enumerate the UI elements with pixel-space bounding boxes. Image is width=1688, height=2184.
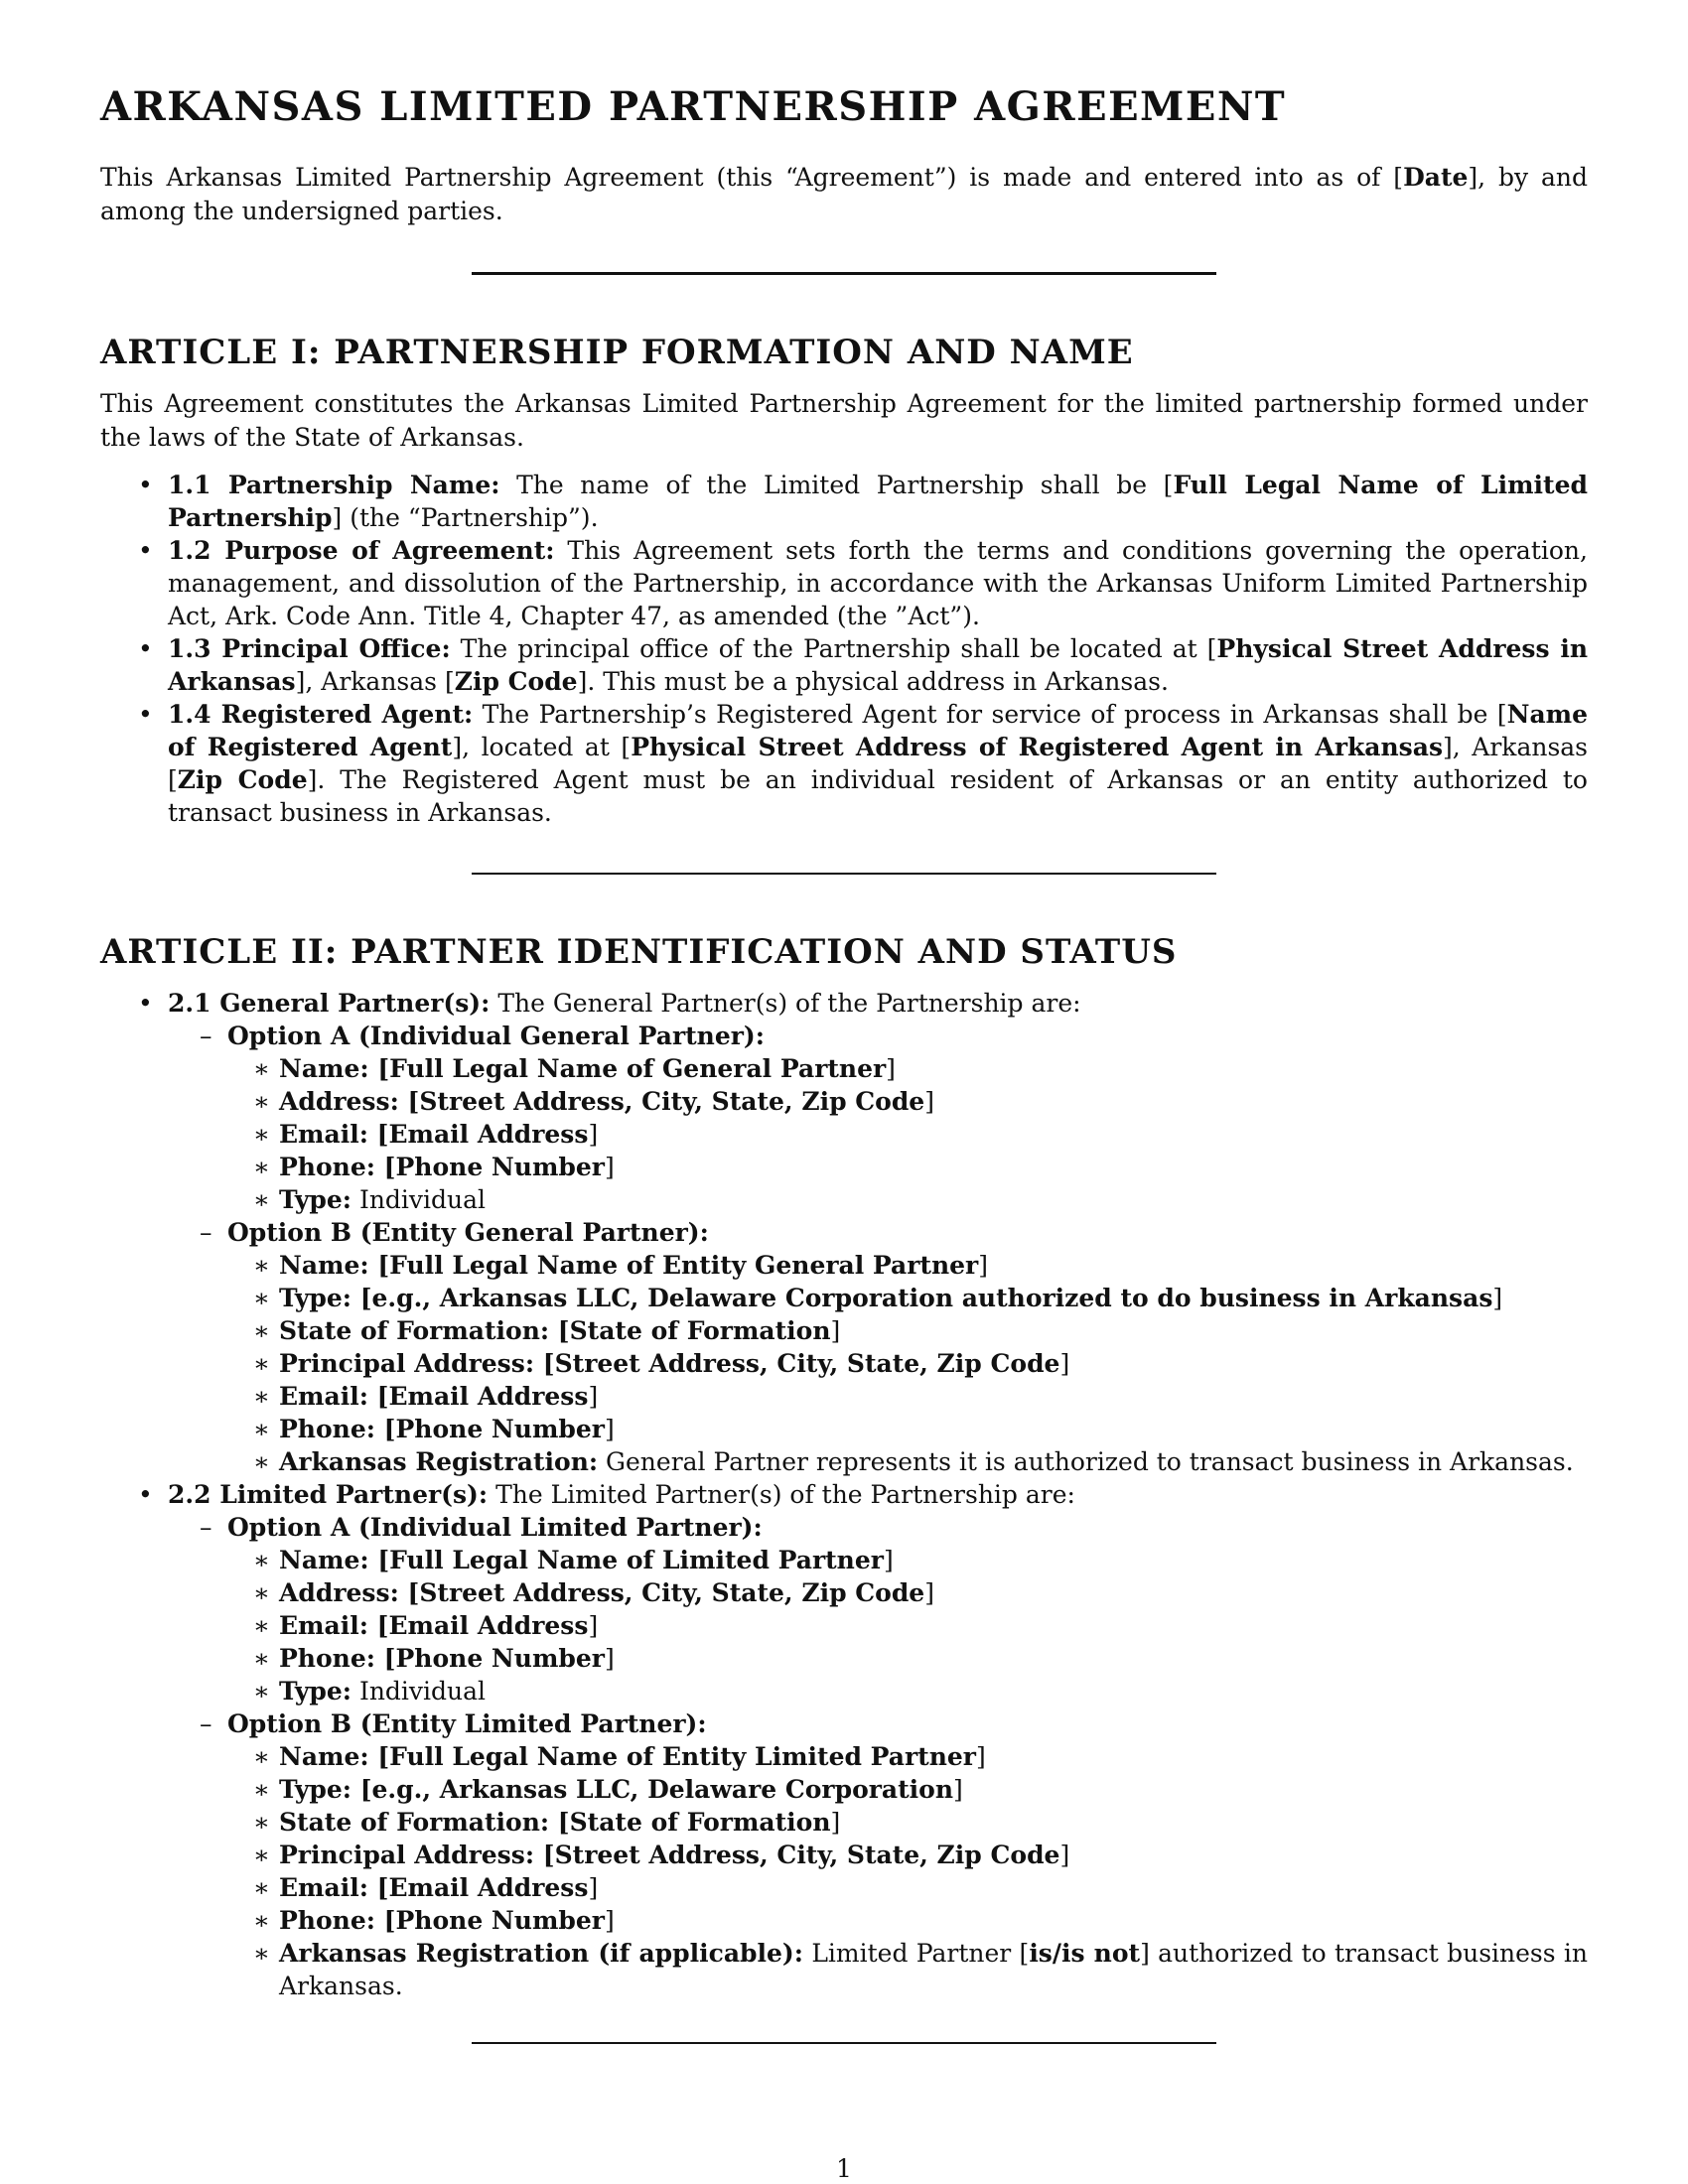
field-arkansas-registration: ∗ Arkansas Registration (if applicable): Limited Partner [is/is not] authorized to transact business in Arkansas. <box>227 1937 1588 2002</box>
section-divider <box>472 2042 1216 2044</box>
document-title: ARKANSAS LIMITED PARTNERSHIP AGREEMENT <box>100 83 1287 130</box>
general-option-b: – Option B (Entity General Partner): ∗ Name: [Full Legal Name of Entity General Partner] ∗ Type: [e.g., Arkansas LLC, Delaware Corporation authorized to do business in Arkansas] ∗ State of Formation: [State of Formation] ∗ Principal Address: [Street Address, City, State, Zip Code] ∗ Email: [Email Address] ∗ Phone: [Phone Number] ∗ Arkansas Registration: General Partner represents it is authorized to transact business in Arkansas. <box>168 1216 1588 1478</box>
general-option-b-fields <box>227 1249 1588 1478</box>
general-partner-options <box>168 1020 1588 1478</box>
field-name: ∗ Name: [Full Legal Name of Entity General Partner] <box>227 1249 1588 1282</box>
list-item-general-partners: • 2.1 General Partner(s): The General Partner(s) of the Partnership are: – Option A (Individual General Partner): ∗ Name: [Full Legal Name of General Partner] ∗ Address: [Street Address, City, State, Zip Code] ∗ Email: [Email Address] ∗ Phone: [Phone Number] ∗ Type: Individual – Option B (Entity General Partner): ∗ Name: [Full Legal Name of Entity General Partner] ∗ Type: [e.g., Arkansas LLC, Delaware Corporation authorized to do business in Arkansas] ∗ State of Formation: [State of Formation] ∗ Principal Address: [Street Address, City, State, Zip Code] ∗ Email: [Email Address] ∗ Phone: [Phone Number] ∗ Arkansas Registration: General Partner represents it is authorized to transact business in Arkansas. <box>100 987 1588 1478</box>
intro-paragraph: This Arkansas Limited Partnership Agreement (this “Agreement”) is made and entered into as of [Date], by and among the undersigned parties. <box>100 163 1588 225</box>
limited-partner-options <box>168 1511 1588 2002</box>
date-placeholder: Date <box>1403 163 1469 192</box>
article-2-heading: ARTICLE II: PARTNER IDENTIFICATION AND STATUS <box>100 931 1178 972</box>
field-type: ∗ Type: Individual <box>227 1675 1588 1707</box>
field-name: ∗ Name: [Full Legal Name of General Partner] <box>227 1052 1588 1085</box>
general-option-a-fields <box>227 1052 1588 1216</box>
article-1-heading: ARTICLE I: PARTNERSHIP FORMATION AND NAME <box>100 333 1134 372</box>
field-principal-address: ∗ Principal Address: [Street Address, City, State, Zip Code] <box>227 1347 1588 1380</box>
field-type: ∗ Type: Individual <box>227 1183 1588 1216</box>
limited-option-a: – Option A (Individual Limited Partner): ∗ Name: [Full Legal Name of Limited Partner] ∗ Address: [Street Address, City, State, Zip Code] ∗ Email: [Email Address] ∗ Phone: [Phone Number] ∗ Type: Individual <box>168 1511 1588 1707</box>
list-item-limited-partners: • 2.2 Limited Partner(s): The Limited Partner(s) of the Partnership are: – Option A (Individual Limited Partner): ∗ Name: [Full Legal Name of Limited Partner] ∗ Address: [Street Address, City, State, Zip Code] ∗ Email: [Email Address] ∗ Phone: [Phone Number] ∗ Type: Individual – Option B (Entity Limited Partner): ∗ Name: [Full Legal Name of Entity Limited Partner] ∗ Type: [e.g., Arkansas LLC, Delaware Corporation] ∗ State of Formation: [State of Formation] ∗ Principal Address: [Street Address, City, State, Zip Code] ∗ Email: [Email Address] ∗ Phone: [Phone Number] ∗ Arkansas Registration (if applicable): Limited Partner [is/is not] authorized to transact business in Arkansas. <box>100 1478 1588 2002</box>
field-email: ∗ Email: [Email Address] <box>227 1871 1588 1904</box>
limited-option-b: – Option B (Entity Limited Partner): ∗ Name: [Full Legal Name of Entity Limited Partner] ∗ Type: [e.g., Arkansas LLC, Delaware Corporation] ∗ State of Formation: [State of Formation] ∗ Principal Address: [Street Address, City, State, Zip Code] ∗ Email: [Email Address] ∗ Phone: [Phone Number] ∗ Arkansas Registration (if applicable): Limited Partner [is/is not] authorized to transact business in Arkansas. <box>168 1707 1588 2002</box>
field-email: ∗ Email: [Email Address] <box>227 1118 1588 1151</box>
field-address: ∗ Address: [Street Address, City, State, Zip Code] <box>227 1085 1588 1118</box>
list-item-registered-agent: • 1.4 Registered Agent: The Partnership’s Registered Agent for service of process in Arkansas shall be [Name of Registered Agent], located at [Physical Street Address of Registered Agent in Arkansas], Arkansas [Zip Code]. The Registered Agent must be an individual resident of Arkansas or an entity authorized to transact business in Arkansas. <box>100 698 1588 829</box>
list-item-partnership-name: • 1.1 Partnership Name: The name of the Limited Partnership shall be [Full Legal Name of Limited Partnership] (the “Partnership”). <box>100 469 1588 534</box>
general-option-a: – Option A (Individual General Partner): ∗ Name: [Full Legal Name of General Partner] ∗ Address: [Street Address, City, State, Zip Code] ∗ Email: [Email Address] ∗ Phone: [Phone Number] ∗ Type: Individual <box>168 1020 1588 1216</box>
field-phone: ∗ Phone: [Phone Number] <box>227 1642 1588 1675</box>
field-address: ∗ Address: [Street Address, City, State, Zip Code] <box>227 1576 1588 1609</box>
field-arkansas-registration: ∗ Arkansas Registration: General Partner represents it is authorized to transact business in Arkansas. <box>227 1445 1588 1478</box>
limited-option-a-fields <box>227 1544 1588 1707</box>
field-state-of-formation: ∗ State of Formation: [State of Formation] <box>227 1806 1588 1839</box>
page-number: 1 <box>836 2154 852 2183</box>
limited-option-b-fields <box>227 1740 1588 2002</box>
list-item-principal-office: • 1.3 Principal Office: The principal office of the Partnership shall be located at [Physical Street Address in Arkansas], Arkansas [Zip Code]. This must be a physical address in Arkansas. <box>100 632 1588 698</box>
field-phone: ∗ Phone: [Phone Number] <box>227 1904 1588 1937</box>
field-name: ∗ Name: [Full Legal Name of Limited Partner] <box>227 1544 1588 1576</box>
field-phone: ∗ Phone: [Phone Number] <box>227 1413 1588 1445</box>
field-email: ∗ Email: [Email Address] <box>227 1380 1588 1413</box>
article-1-intro: This Agreement constitutes the Arkansas Limited Partnership Agreement for the limited partnership formed under the laws of the State of Arkansas. <box>100 388 1588 452</box>
document-page <box>100 83 1588 2102</box>
field-type: ∗ Type: [e.g., Arkansas LLC, Delaware Corporation] <box>227 1773 1588 1806</box>
article-2-list <box>100 987 1588 2002</box>
list-item-purpose: • 1.2 Purpose of Agreement: This Agreement sets forth the terms and conditions governing the operation, management, and dissolution of the Partnership, in accordance with the Arkansas Uniform Limited Partnership Act, Ark. Code Ann. Title 4, Chapter 47, as amended (the ”Act”). <box>100 534 1588 632</box>
section-divider <box>472 272 1216 275</box>
field-state-of-formation: ∗ State of Formation: [State of Formation] <box>227 1314 1588 1347</box>
field-type: ∗ Type: [e.g., Arkansas LLC, Delaware Corporation authorized to do business in Arkansas] <box>227 1282 1588 1314</box>
field-email: ∗ Email: [Email Address] <box>227 1609 1588 1642</box>
section-divider <box>472 873 1216 875</box>
field-phone: ∗ Phone: [Phone Number] <box>227 1151 1588 1183</box>
field-name: ∗ Name: [Full Legal Name of Entity Limited Partner] <box>227 1740 1588 1773</box>
field-principal-address: ∗ Principal Address: [Street Address, City, State, Zip Code] <box>227 1839 1588 1871</box>
article-1-list <box>100 469 1588 829</box>
